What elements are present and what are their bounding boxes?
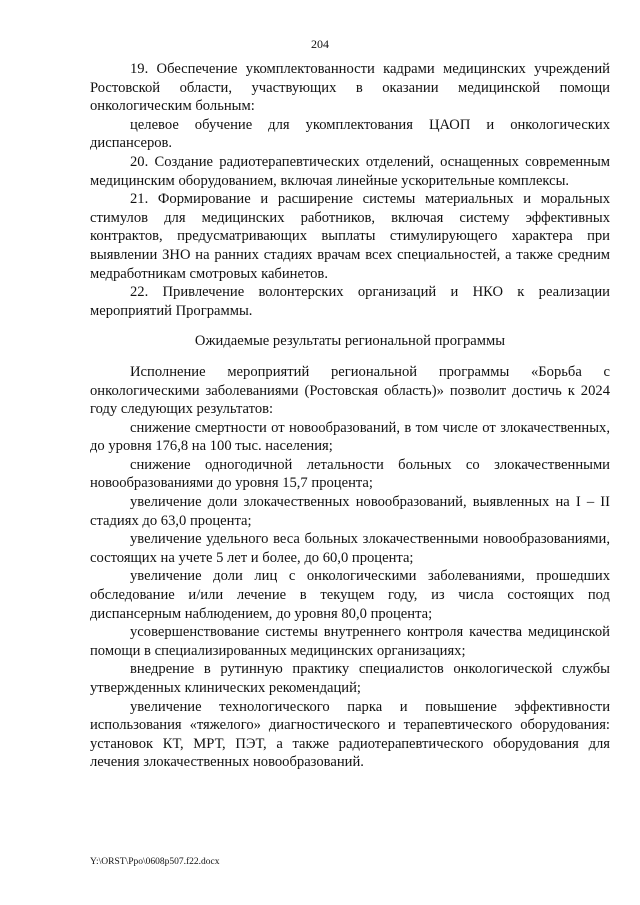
paragraph: 22. Привлечение волонтерских организаций и НКО к реализации мероприятий Программы. (90, 284, 610, 319)
section-heading: Ожидаемые результаты региональной программы (194, 333, 506, 350)
paragraph: Исполнение мероприятий региональной программы «Борьба с онкологическими заболеваниями (Ростовская область)» позволит достичь к 2024 году следующих результатов: (90, 363, 610, 418)
list-item: увеличение доли злокачественных новообразований, выявленных на I – II стадиях до 63,0 процента; (90, 494, 610, 529)
list-item: увеличение удельного веса больных злокачественными новообразованиями, состоящих на учете 5 лет и более, до 60,0 процента; (90, 531, 610, 566)
list-item: внедрение в рутинную практику специалистов онкологической службы утвержденных клинических рекомендаций; (90, 661, 610, 696)
list-item: усовершенствование системы внутреннего контроля качества медицинской помощи в специализированных медицинских организациях; (90, 624, 610, 659)
page-number: 204 (311, 37, 329, 51)
document-body (90, 60, 610, 772)
paragraph: 21. Формирование и расширение системы материальных и моральных стимулов для медицинских работников, включая систему эффективных контрактов, предусматривающих выплаты стимулирующего характера при выявлении ЗНО на ранних стадиях врачам всех специальностей, а также средним медработникам смотровых кабинетов. (90, 191, 610, 282)
list-item: снижение одногодичной летальности больных со злокачественными новообразованиями до уровня 15,7 процента; (90, 456, 610, 492)
paragraph: целевое обучение для укомплектования ЦАОП и онкологических диспансеров. (90, 116, 610, 152)
paragraph: 20. Создание радиотерапевтических отделений, оснащенных современным медицинским оборудованием, включая линейные ускорительные комплексы. (90, 153, 610, 189)
file-path-footer: Y:\ORST\Ppo\0608p507.f22.docx (90, 857, 220, 867)
paragraph: 19. Обеспечение укомплектованности кадрами медицинских учреждений Ростовской области, участвующих в оказании медицинской помощи онкологическим больным: (90, 61, 610, 115)
list-item: снижение смертности от новообразований, в том числе от злокачественных, до уровня 176,8 на 100 тыс. населения; (90, 419, 610, 455)
list-item: увеличение технологического парка и повышение эффективности использования «тяжелого» диагностического и терапевтического оборудования: установок КТ, МРТ, ПЭТ, а также радиотерапевтического оборудования для лечения злокачественных новообразований. (90, 698, 610, 771)
list-item: увеличение доли лиц с онкологическими заболеваниями, прошедших обследование и/или лечение в текущем году, из числа состоящих под диспансерным наблюдением, до уровня 80,0 процента; (90, 568, 610, 622)
